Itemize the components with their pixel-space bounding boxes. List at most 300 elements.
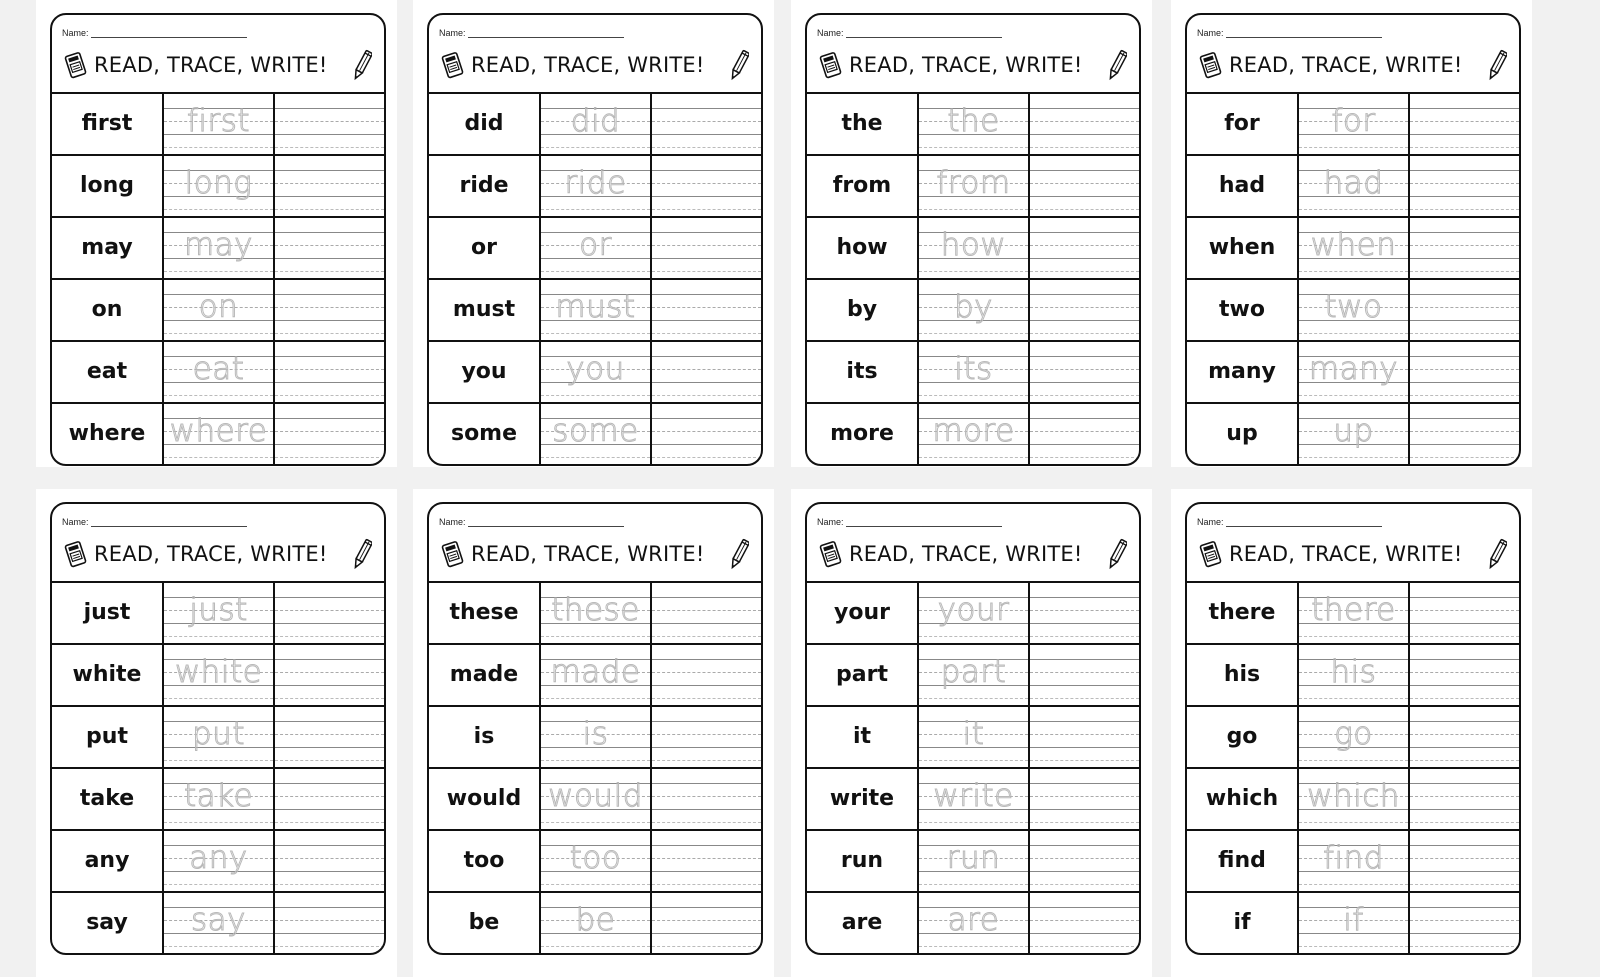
guide-line-base (1410, 685, 1519, 686)
guide-line-mid (652, 920, 761, 921)
read-cell (1187, 156, 1299, 216)
name-label: Name: (1197, 517, 1224, 527)
guide-line-base (275, 747, 384, 748)
write-cell[interactable] (1410, 645, 1519, 705)
word-row (429, 218, 761, 280)
write-cell[interactable] (1410, 94, 1519, 154)
guide-line-top (275, 721, 384, 722)
word-row (807, 707, 1139, 769)
trace-cell (541, 645, 652, 705)
guide-line-descender (652, 209, 761, 210)
book-icon (819, 539, 843, 569)
write-cell[interactable] (1030, 156, 1139, 216)
read-cell (52, 645, 164, 705)
guide-line-descender (1410, 946, 1519, 947)
write-cell[interactable] (1410, 707, 1519, 767)
write-cell[interactable] (1410, 342, 1519, 402)
write-cell[interactable] (275, 893, 384, 953)
read-word: if (1233, 909, 1251, 935)
read-cell (807, 156, 919, 216)
word-row (1187, 156, 1519, 218)
guide-line-base (1410, 747, 1519, 748)
write-cell[interactable] (275, 280, 384, 340)
read-word: for (1224, 110, 1260, 136)
guide-line-mid (1030, 610, 1139, 611)
guide-line-descender (1030, 636, 1139, 637)
write-cell[interactable] (652, 583, 761, 643)
write-cell[interactable] (1030, 583, 1139, 643)
guide-line-top (1030, 597, 1139, 598)
trace-cell (919, 218, 1030, 278)
word-row (429, 94, 761, 156)
trace-cell (541, 156, 652, 216)
trace-cell (1299, 583, 1410, 643)
guide-line-descender (1030, 271, 1139, 272)
read-word: some (450, 420, 518, 446)
guide-line-descender (652, 395, 761, 396)
trace-word: more (932, 413, 1015, 449)
write-cell[interactable] (275, 342, 384, 402)
guide-line-base (652, 933, 761, 934)
read-cell (807, 280, 919, 340)
guide-line-top (275, 845, 384, 846)
guide-line-descender (1030, 884, 1139, 885)
name-row (817, 517, 1002, 527)
worksheet-header (1187, 15, 1519, 94)
guide-line-base (1030, 382, 1139, 383)
guide-line-base (1030, 871, 1139, 872)
name-write-line (91, 29, 247, 38)
guide-line-base (1030, 809, 1139, 810)
word-row (807, 583, 1139, 645)
guide-line-base (1410, 196, 1519, 197)
guide-line-descender (919, 946, 1028, 947)
write-cell[interactable] (1030, 645, 1139, 705)
guide-line-descender (275, 457, 384, 458)
worksheet-title: READ, TRACE, WRITE! (1229, 53, 1463, 77)
trace-word: when (1310, 227, 1397, 263)
guide-line-descender (275, 636, 384, 637)
guide-line-descender (1299, 271, 1408, 272)
guide-line-top (275, 356, 384, 357)
guide-line-descender (1030, 457, 1139, 458)
guide-line-descender (164, 822, 273, 823)
guide-line-base (275, 685, 384, 686)
trace-word: up (1333, 413, 1374, 449)
guide-line-base (1410, 623, 1519, 624)
read-cell (1187, 769, 1299, 829)
guide-line-descender (1299, 884, 1408, 885)
guide-line-mid (1030, 121, 1139, 122)
write-cell[interactable] (275, 156, 384, 216)
read-cell (52, 94, 164, 154)
guide-line-top (1030, 783, 1139, 784)
guide-line-mid (1030, 183, 1139, 184)
write-cell[interactable] (1030, 893, 1139, 953)
write-cell[interactable] (652, 94, 761, 154)
trace-word: there (1311, 592, 1396, 628)
guide-line-top (275, 597, 384, 598)
guide-line-descender (652, 884, 761, 885)
trace-cell (541, 707, 652, 767)
guide-line-mid (275, 431, 384, 432)
trace-word: would (548, 778, 643, 814)
word-rows (807, 94, 1139, 464)
name-label: Name: (439, 28, 466, 38)
guide-line-top (652, 170, 761, 171)
read-cell (52, 769, 164, 829)
worksheet-header (1187, 504, 1519, 583)
worksheet (36, 489, 397, 977)
guide-line-top (652, 294, 761, 295)
trace-cell (164, 280, 275, 340)
guide-line-descender (541, 884, 650, 885)
write-cell[interactable] (1030, 218, 1139, 278)
guide-line-descender (652, 457, 761, 458)
write-cell[interactable] (1030, 831, 1139, 891)
worksheet (791, 0, 1152, 467)
write-cell[interactable] (275, 645, 384, 705)
guide-line-base (1410, 320, 1519, 321)
worksheet (791, 489, 1152, 977)
guide-line-descender (1299, 822, 1408, 823)
guide-line-top (275, 108, 384, 109)
read-word: your (834, 599, 890, 625)
write-cell[interactable] (275, 707, 384, 767)
guide-line-top (275, 232, 384, 233)
write-cell[interactable] (1030, 707, 1139, 767)
write-cell[interactable] (1410, 769, 1519, 829)
guide-line-descender (919, 209, 1028, 210)
write-cell[interactable] (275, 769, 384, 829)
worksheet-card (50, 502, 386, 955)
guide-line-mid (1030, 245, 1139, 246)
word-row (807, 280, 1139, 342)
trace-cell (164, 893, 275, 953)
guide-line-top (652, 783, 761, 784)
read-word: how (836, 234, 888, 260)
write-cell[interactable] (652, 218, 761, 278)
write-cell[interactable] (652, 342, 761, 402)
guide-line-mid (1030, 672, 1139, 673)
guide-line-top (275, 170, 384, 171)
word-row (429, 831, 761, 893)
guide-line-base (1030, 747, 1139, 748)
trace-cell (164, 342, 275, 402)
trace-cell (164, 645, 275, 705)
word-row (807, 831, 1139, 893)
trace-cell (1299, 280, 1410, 340)
write-cell[interactable] (1410, 218, 1519, 278)
word-row (1187, 94, 1519, 156)
write-cell[interactable] (1410, 831, 1519, 891)
write-cell[interactable] (275, 404, 384, 464)
guide-line-base (275, 444, 384, 445)
write-cell[interactable] (652, 280, 761, 340)
guide-line-base (1410, 871, 1519, 872)
write-cell[interactable] (652, 893, 761, 953)
guide-line-top (1030, 845, 1139, 846)
trace-word: these (551, 592, 640, 628)
worksheet (1171, 0, 1532, 467)
guide-line-descender (541, 636, 650, 637)
read-cell (807, 831, 919, 891)
guide-line-top (652, 108, 761, 109)
guide-line-mid (1410, 796, 1519, 797)
guide-line-descender (1299, 946, 1408, 947)
guide-line-descender (652, 822, 761, 823)
read-cell (1187, 218, 1299, 278)
write-cell[interactable] (275, 831, 384, 891)
name-row (62, 28, 247, 38)
guide-line-base (1030, 933, 1139, 934)
pencil-icon (1107, 48, 1127, 82)
guide-line-mid (1030, 920, 1139, 921)
trace-word: take (183, 778, 254, 814)
trace-word: from (936, 165, 1011, 201)
worksheet (36, 0, 397, 467)
worksheet-card (427, 13, 763, 466)
guide-line-descender (541, 946, 650, 947)
read-cell (52, 156, 164, 216)
guide-line-base (275, 623, 384, 624)
word-row (1187, 280, 1519, 342)
read-cell (1187, 831, 1299, 891)
trace-cell (919, 831, 1030, 891)
read-cell (52, 218, 164, 278)
trace-word: may (183, 227, 254, 263)
guide-line-base (652, 871, 761, 872)
guide-line-descender (1030, 946, 1139, 947)
read-cell (1187, 583, 1299, 643)
word-row (52, 156, 384, 218)
trace-word: or (579, 227, 612, 263)
guide-line-descender (164, 760, 273, 761)
name-write-line (468, 518, 624, 527)
write-cell[interactable] (652, 404, 761, 464)
write-cell[interactable] (1030, 342, 1139, 402)
guide-line-descender (164, 209, 273, 210)
guide-line-descender (652, 946, 761, 947)
trace-word: some (552, 413, 639, 449)
guide-line-base (1410, 809, 1519, 810)
guide-line-top (1410, 232, 1519, 233)
word-row (1187, 707, 1519, 769)
worksheet-card (50, 13, 386, 466)
guide-line-base (652, 258, 761, 259)
write-cell[interactable] (275, 94, 384, 154)
write-cell[interactable] (1410, 404, 1519, 464)
read-word: two (1219, 296, 1265, 322)
worksheet-title: READ, TRACE, WRITE! (471, 53, 705, 77)
read-word: first (81, 110, 133, 136)
read-word: any (84, 847, 130, 873)
write-cell[interactable] (275, 583, 384, 643)
worksheet-header (807, 15, 1139, 94)
word-row (429, 645, 761, 707)
trace-cell (919, 707, 1030, 767)
read-word: must (452, 296, 516, 322)
guide-line-mid (1410, 920, 1519, 921)
guide-line-top (1410, 721, 1519, 722)
pencil-icon (729, 537, 749, 571)
write-cell[interactable] (275, 218, 384, 278)
trace-word: if (1343, 902, 1364, 938)
guide-line-descender (919, 333, 1028, 334)
guide-line-descender (1299, 698, 1408, 699)
book-icon (819, 50, 843, 80)
trace-word: made (550, 654, 641, 690)
guide-line-mid (1410, 121, 1519, 122)
guide-line-descender (275, 209, 384, 210)
pencil-icon (352, 48, 372, 82)
book-icon (64, 539, 88, 569)
trace-cell (541, 218, 652, 278)
guide-line-top (1410, 597, 1519, 598)
name-write-line (1226, 518, 1382, 527)
guide-line-top (275, 907, 384, 908)
word-row (429, 769, 761, 831)
guide-line-descender (275, 271, 384, 272)
trace-cell (164, 707, 275, 767)
read-word: where (68, 420, 146, 446)
write-cell[interactable] (1410, 280, 1519, 340)
word-row (807, 94, 1139, 156)
guide-line-descender (919, 147, 1028, 148)
word-row (1187, 342, 1519, 404)
trace-word: ride (564, 165, 627, 201)
guide-line-descender (541, 457, 650, 458)
guide-line-descender (275, 822, 384, 823)
trace-word: had (1323, 165, 1384, 201)
trace-word: you (566, 351, 625, 387)
guide-line-descender (275, 946, 384, 947)
trace-cell (919, 156, 1030, 216)
read-word: by (846, 296, 878, 322)
write-cell[interactable] (652, 645, 761, 705)
guide-line-top (1410, 356, 1519, 357)
guide-line-base (652, 623, 761, 624)
guide-line-base (652, 196, 761, 197)
trace-word: are (947, 902, 1000, 938)
guide-line-base (1030, 196, 1139, 197)
guide-line-base (652, 382, 761, 383)
trace-word: two (1324, 289, 1383, 325)
trace-word: long (184, 165, 253, 201)
guide-line-descender (1030, 333, 1139, 334)
trace-cell (541, 893, 652, 953)
guide-line-mid (275, 183, 384, 184)
trace-word: part (940, 654, 1007, 690)
write-cell[interactable] (1030, 404, 1139, 464)
guide-line-base (652, 134, 761, 135)
pencil-icon (1487, 537, 1507, 571)
worksheet-card (805, 502, 1141, 955)
write-cell[interactable] (1410, 583, 1519, 643)
guide-line-top (1410, 418, 1519, 419)
guide-line-descender (1410, 333, 1519, 334)
guide-line-top (1030, 418, 1139, 419)
pencil-icon (1487, 48, 1507, 82)
guide-line-mid (275, 245, 384, 246)
trace-word: eat (192, 351, 245, 387)
read-cell (52, 707, 164, 767)
write-cell[interactable] (652, 156, 761, 216)
guide-line-descender (919, 395, 1028, 396)
guide-line-top (652, 356, 761, 357)
word-row (807, 769, 1139, 831)
guide-line-mid (652, 183, 761, 184)
guide-line-mid (652, 672, 761, 673)
guide-line-base (1030, 623, 1139, 624)
trace-word: it (962, 716, 985, 752)
guide-line-top (1410, 108, 1519, 109)
write-cell[interactable] (1410, 893, 1519, 953)
guide-line-descender (919, 884, 1028, 885)
word-row (429, 707, 761, 769)
book-icon (64, 50, 88, 80)
guide-line-top (1030, 907, 1139, 908)
guide-line-mid (275, 121, 384, 122)
write-cell[interactable] (652, 769, 761, 829)
name-row (1197, 28, 1382, 38)
guide-line-base (1030, 258, 1139, 259)
name-write-line (846, 518, 1002, 527)
guide-line-descender (541, 271, 650, 272)
worksheet-card (427, 502, 763, 955)
trace-cell (919, 583, 1030, 643)
trace-cell (1299, 769, 1410, 829)
read-word: take (79, 785, 135, 811)
title-row (819, 48, 1127, 82)
book-icon (1199, 539, 1223, 569)
guide-line-descender (1299, 395, 1408, 396)
guide-line-mid (1410, 734, 1519, 735)
read-word: run (840, 847, 884, 873)
name-row (62, 517, 247, 527)
read-cell (807, 583, 919, 643)
guide-line-mid (652, 431, 761, 432)
guide-line-descender (275, 395, 384, 396)
read-cell (52, 404, 164, 464)
guide-line-base (275, 809, 384, 810)
write-cell[interactable] (652, 831, 761, 891)
trace-cell (1299, 94, 1410, 154)
word-row (1187, 769, 1519, 831)
guide-line-descender (1299, 457, 1408, 458)
write-cell[interactable] (1030, 94, 1139, 154)
read-word: are (841, 909, 883, 935)
guide-line-mid (275, 369, 384, 370)
read-word: part (836, 661, 888, 687)
write-cell[interactable] (1410, 156, 1519, 216)
guide-line-base (652, 809, 761, 810)
guide-line-base (652, 320, 761, 321)
guide-line-descender (1299, 333, 1408, 334)
guide-line-descender (1030, 822, 1139, 823)
trace-word: just (189, 592, 248, 628)
write-cell[interactable] (1030, 769, 1139, 829)
trace-word: did (570, 103, 621, 139)
write-cell[interactable] (652, 707, 761, 767)
trace-cell (1299, 645, 1410, 705)
worksheet-title: READ, TRACE, WRITE! (94, 542, 328, 566)
guide-line-mid (275, 858, 384, 859)
guide-line-base (1410, 933, 1519, 934)
pencil-icon (729, 48, 749, 82)
guide-line-descender (275, 698, 384, 699)
write-cell[interactable] (1030, 280, 1139, 340)
